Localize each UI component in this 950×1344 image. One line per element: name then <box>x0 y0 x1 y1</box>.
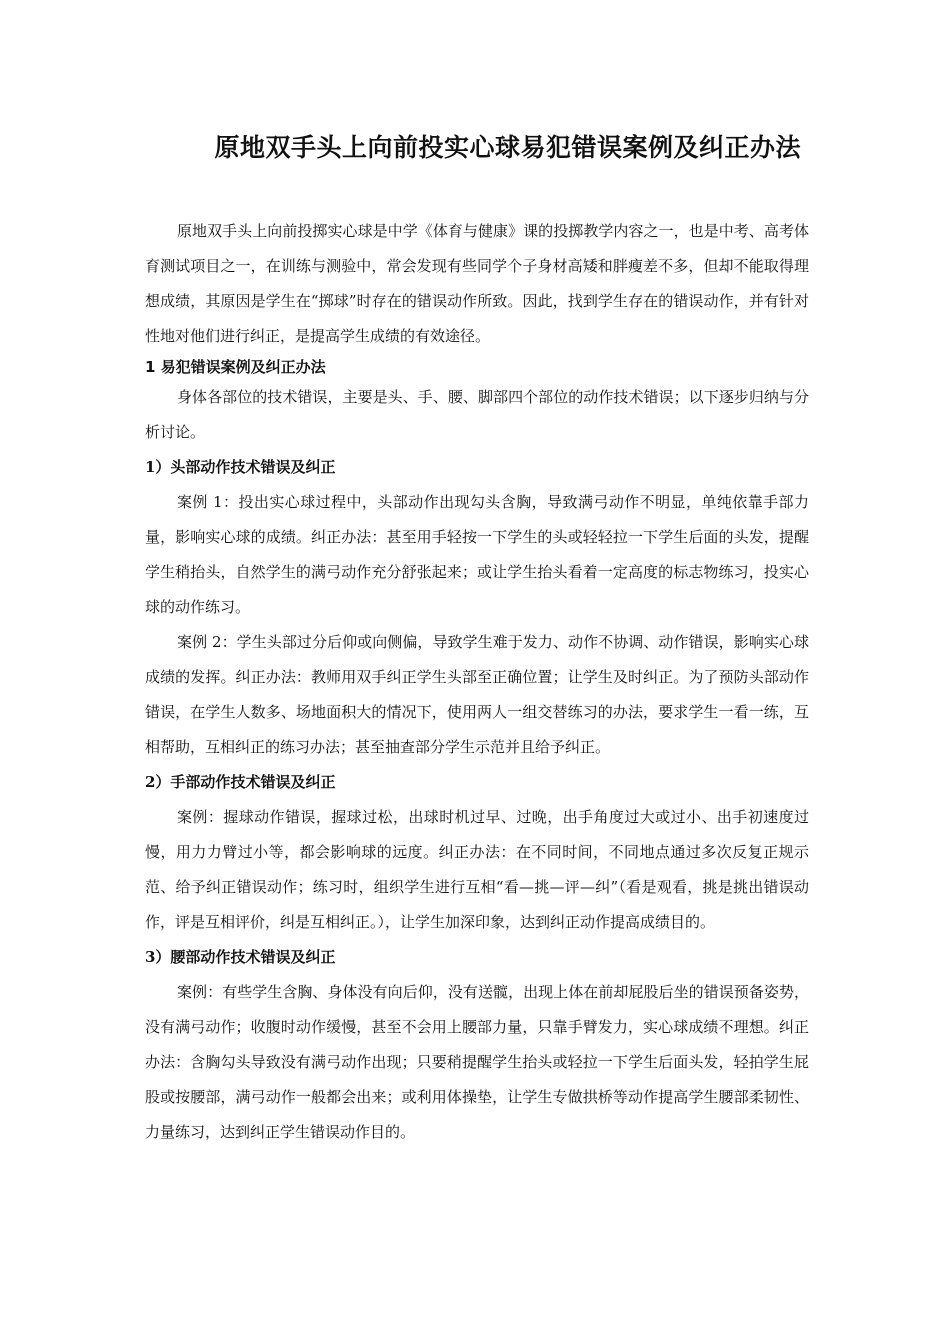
document-body <box>145 128 809 1150</box>
document-title: 原地双手头上向前投实心球易犯错误案例及纠正办法 <box>214 133 801 162</box>
head-case-2-paragraph: 案例 2：学生头部过分后仰或向侧偏，导致学生难于发力、动作不协调、动作错误，影响实心球成绩的发挥。纠正办法：教师用双手纠正学生头部至正确位置；让学生及时纠正。为了预防头部动作错误，在学生人数多、场地面积大的情况下，使用两人一组交替练习的办法，要求学生一看一练，互相帮助，互相纠正的练习办法；甚至抽查部分学生示范并且给予纠正。 <box>145 633 809 756</box>
intro-paragraph: 原地双手头上向前投掷实心球是中学《体育与健康》课的投掷教学内容之一，也是中考、高考体育测试项目之一，在训练与测验中，常会发现有些同学个子身材高矮和胖瘦差不多，但却不能取得理想成绩，其原因是学生在“掷球”时存在的错误动作所致。因此，找到学生存在的错误动作，并有针对性地对他们进行纠正，是提高学生成绩的有效途径。 <box>145 222 809 345</box>
section-1-intro-paragraph: 身体各部位的技术错误，主要是头、手、腰、脚部四个部位的动作技术错误；以下逐步归纳与分析讨论。 <box>145 388 809 441</box>
section-heading-1: 1 易犯错误案例及纠正办法 <box>145 358 326 376</box>
subheading-hand-errors: 2）手部动作技术错误及纠正 <box>145 773 336 791</box>
waist-case-paragraph: 案例：有些学生含胸、身体没有向后仰，没有送髋，出现上体在前却屁股后坐的错误预备姿势，没有满弓动作；收腹时动作缓慢，甚至不会用上腰部力量，只靠手臂发力，实心球成绩不理想。纠正办法：含胸勾头导致没有满弓动作出现；只要稍提醒学生抬头或轻拉一下学生后面头发，轻拍学生屁股或按腰部，满弓动作一般都会出来；或利用体操垫，让学生专做拱桥等动作提高学生腰部柔韧性、力量练习，达到纠正学生错误动作目的。 <box>145 983 809 1141</box>
hand-case-paragraph: 案例：握球动作错误，握球过松，出球时机过早、过晚，出手角度过大或过小、出手初速度过慢，用力力臂过小等，都会影响球的远度。纠正办法：在不同时间，不同地点通过多次反复正规示范、给予纠正错误动作；练习时，组织学生进行互相“看—挑—评—纠”（看是观看，挑是挑出错误动作，评是互相评价，纠是互相纠正。），让学生加深印象，达到纠正动作提高成绩目的。 <box>145 808 809 931</box>
head-case-1-paragraph: 案例 1：投出实心球过程中，头部动作出现勾头含胸，导致满弓动作不明显，单纯依靠手部力量，影响实心球的成绩。纠正办法：甚至用手轻按一下学生的头或轻轻拉一下学生后面的头发，提醒学生稍抬头，自然学生的满弓动作充分舒张起来；或让学生抬头看着一定高度的标志物练习，投实心球的动作练习。 <box>145 493 809 616</box>
subheading-waist-errors: 3）腰部动作技术错误及纠正 <box>145 948 336 966</box>
subheading-head-errors: 1）头部动作技术错误及纠正 <box>145 458 336 476</box>
